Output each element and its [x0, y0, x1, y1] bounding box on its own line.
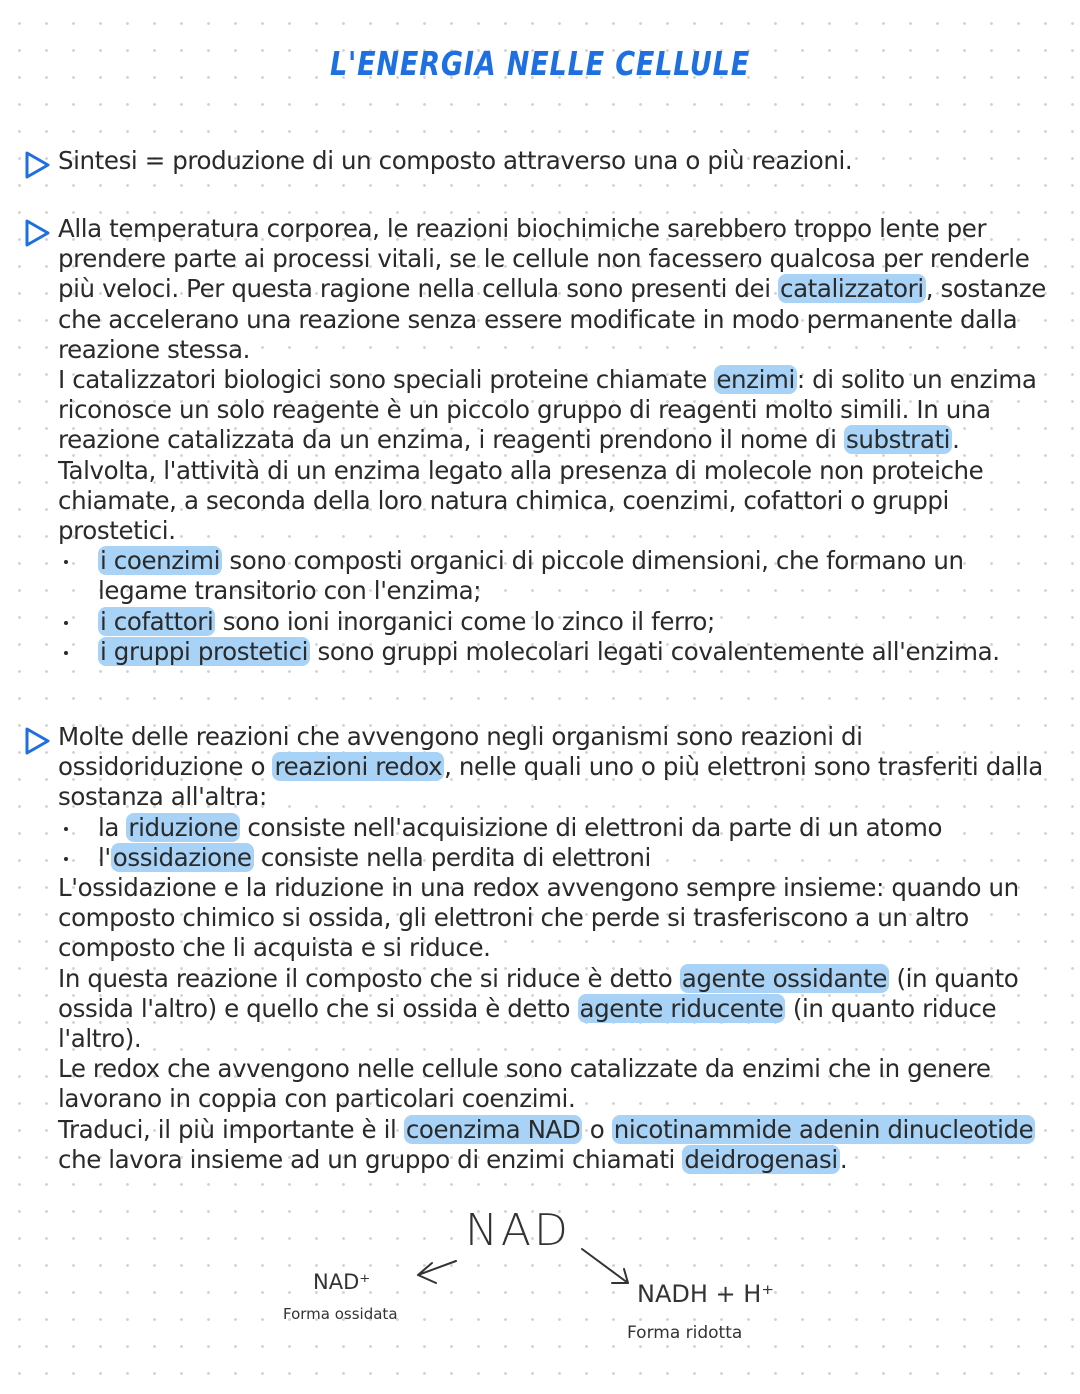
highlight-term: i gruppi prostetici	[100, 636, 309, 666]
highlight-term: reazioni redox	[274, 752, 443, 782]
list-item: i gruppi prostetici sono gruppi molecolari legati covalentemente all'enzima.	[98, 637, 1052, 667]
nadh-reduced-caption: Forma ridotta	[627, 1323, 743, 1343]
highlight-term: catalizzatori	[780, 274, 924, 304]
triangle-bullet-icon	[22, 726, 52, 756]
paragraph: Talvolta, l'attività di un enzima legato alla presenza di molecole non proteiche chiamate, a seconda della loro natura chimica, coenzimi, cofattori o gruppi prostetici.	[58, 455, 984, 546]
triangle-bullet-icon	[22, 218, 52, 248]
highlight-term: agente ossidante	[681, 963, 888, 993]
nad-oxidized-caption: Forma ossidata	[283, 1305, 398, 1323]
section-catalizzatori	[22, 214, 1052, 667]
highlight-term: ossidazione	[112, 842, 252, 872]
paragraph: I catalizzatori biologici sono speciali proteine chiamate enzimi: di solito un enzima riconosce un solo reagente è un piccolo gruppo di reagenti molto simili. In una reazione catalizzata da un enzima, i reagenti prendono il nome di substrati.	[58, 365, 1037, 455]
paragraph: In questa reazione il composto che si riduce è detto agente ossidante (in quanto ossida l'altro) e quello che si ossida è detto agente riducente (in quanto riduce l'altro).	[58, 963, 1019, 1054]
paragraph: Le redox che avvengono nelle cellule sono catalizzate da enzimi che in genere lavorano in coppia con particolari coenzimi.	[58, 1054, 991, 1114]
highlight-term: coenzima NAD	[405, 1114, 581, 1144]
list-item: l'ossidazione consiste nella perdita di elettroni	[98, 843, 1052, 873]
section-redox	[22, 722, 1052, 1175]
highlight-term: i coenzimi	[100, 546, 220, 576]
list-item: la riduzione consiste nell'acquisizione di elettroni da parte di un atomo	[98, 813, 1052, 843]
highlight-term: enzimi	[716, 365, 795, 395]
triangle-bullet-icon	[22, 150, 52, 180]
paragraph: L'ossidazione e la riduzione in una redox avvengono sempre insieme: quando un composto chimico si ossida, gli elettroni che perde si trasferiscono a un altro composto che li acquista e si riduce.	[58, 873, 1019, 963]
arrow-left-icon	[410, 1255, 460, 1295]
nad-center-label: NAD	[465, 1205, 571, 1256]
highlight-term: agente riducente	[579, 993, 784, 1023]
sintesi-definition: Sintesi = produzione di un composto attraverso una o più reazioni.	[58, 146, 853, 175]
paragraph: Molte delle reazioni che avvengono negli organismi sono reazioni di ossidoriduzione o reazioni redox, nelle quali uno o più elettroni sono trasferiti dalla sostanza all'altra:	[58, 722, 1043, 812]
paragraph: Alla temperatura corporea, le reazioni biochimiche sarebbero troppo lente per prendere parte ai processi vitali, se le cellule non facessero qualcosa per renderle più veloci. Per questa ragione nella cellula sono presenti dei catalizzatori, sostanze che accelerano una reazione senza essere modificate in modo permanente dalla reazione stessa.	[58, 214, 1046, 364]
arrow-right-icon	[578, 1245, 638, 1305]
nadh-reduced-label: NADH + H⁺	[637, 1280, 774, 1308]
bullet-list	[58, 813, 1052, 873]
highlight-term: i cofattori	[100, 606, 214, 636]
bullet-list	[58, 546, 1052, 667]
list-item: i cofattori sono ioni inorganici come lo zinco il ferro;	[98, 607, 1052, 637]
list-item: i coenzimi sono composti organici di piccole dimensioni, che formano un legame transitorio con l'enzima;	[98, 546, 1052, 606]
page-title: L'ENERGIA NELLE CELLULE	[329, 44, 751, 83]
highlight-term: substrati	[845, 425, 951, 455]
highlight-term: riduzione	[128, 812, 239, 842]
section-sintesi	[22, 146, 1052, 176]
highlight-term: nicotinammide adenin dinucleotide	[613, 1114, 1034, 1144]
paragraph: Traduci, il più importante è il coenzima NAD o nicotinammide adenin dinucleotide che lavora insieme ad un gruppo di enzimi chiamati deidrogenasi.	[58, 1114, 1034, 1174]
nad-diagram	[0, 1195, 1080, 1375]
nad-oxidized-label: NAD⁺	[313, 1270, 371, 1294]
highlight-term: deidrogenasi	[684, 1144, 838, 1174]
